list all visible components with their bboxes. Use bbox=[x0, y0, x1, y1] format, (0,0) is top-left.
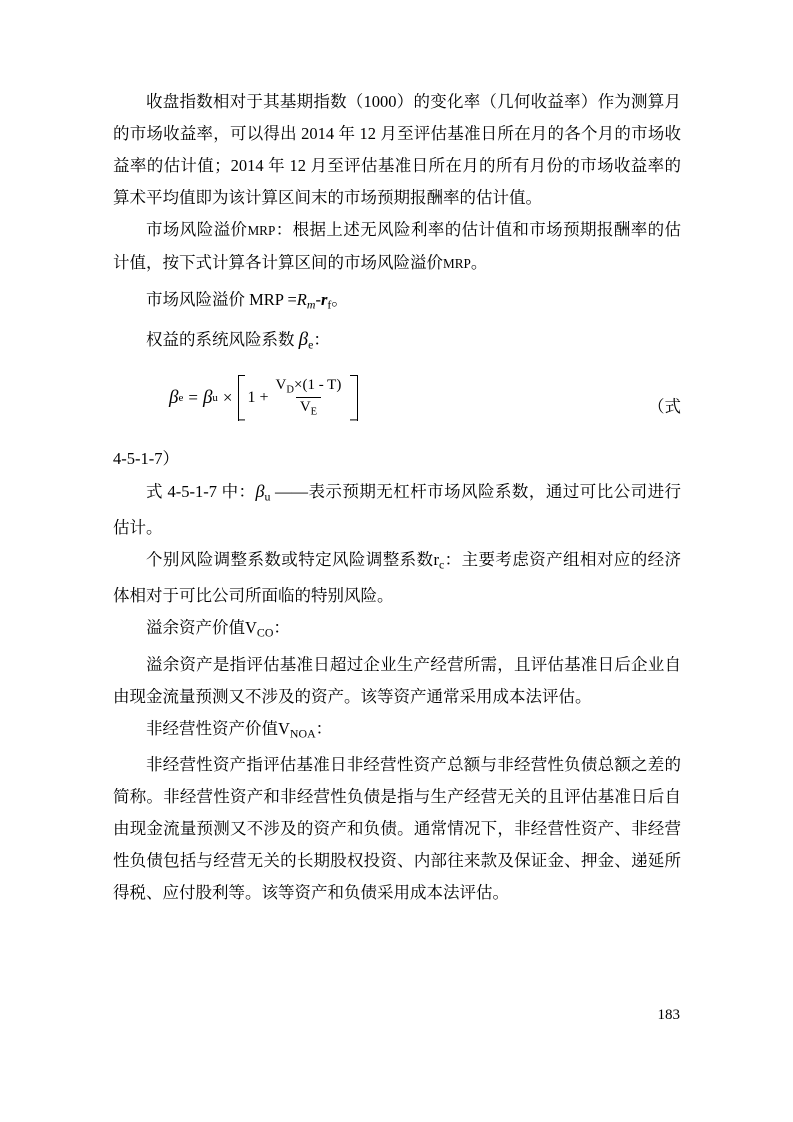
paragraph-vco-body: 溢余资产是指评估基准日超过企业生产经营所需，且评估基准日后企业自由现金流量预测又不涉及的资产。该等资产通常采用成本法评估。 bbox=[113, 654, 681, 706]
beta-e-intro-text: 权益的系统风险系数 bbox=[146, 330, 295, 350]
formula-mrp-minus: - bbox=[315, 290, 321, 309]
equation-beta-e: β bbox=[169, 386, 179, 408]
equation-tag: （式 bbox=[648, 396, 681, 416]
vnoa-symbol: V bbox=[278, 718, 290, 738]
equation-one-plus: 1 + bbox=[247, 388, 269, 406]
bracket-left-icon bbox=[238, 375, 246, 421]
paragraph-rc-explanation bbox=[113, 544, 681, 612]
paragraph-vnoa-body: 非经营性资产指评估基准日非经营性资产总额与非经营性负债总额之差的简称。非经营性资产和非经营性负债是指与生产经营无关的且评估基准日后自由现金流量预测又不涉及的资产和负债。通常情况下，非经营性资产、非经营性负债包括与经营无关的长期股权投资、内部往来款及保证金、押金、递延所得税、应付股利等。该等资产和负债采用成本法评估。 bbox=[113, 754, 681, 902]
beta-e-colon: ： bbox=[313, 330, 330, 350]
rc-symbol-sub: c bbox=[438, 557, 445, 572]
equation-beta-u-sub: u bbox=[212, 391, 218, 404]
equation-body bbox=[169, 375, 358, 421]
bracket-right-icon bbox=[350, 375, 358, 421]
vnoa-colon: ： bbox=[315, 718, 333, 738]
page-content bbox=[113, 86, 681, 909]
beta-u-intro: 式 4-5-1-7 中： bbox=[146, 481, 256, 501]
numerator-vd: V bbox=[275, 377, 287, 394]
formula-mrp-tail: 。 bbox=[331, 290, 348, 309]
beta-u-description: ——表示预期无杠杆市场风险系数，通过可比公司进行估计。 bbox=[113, 481, 682, 537]
paragraph-market-return: 收盘指数相对于其基期指数（1000）的变化率（几何收益率）作为测算月的市场收益率，可以得出 2014 年 12 月至评估基准日所在月的各个月的市场收益率的估计值；2014 年 12 月至评估基准日所在月的所有月份的市场收益率的算术平均值即为该计算区间末的市场预期报酬率的估计值。 bbox=[113, 92, 681, 207]
mrp-body-text: ：根据上述无风险利率的估计值和市场预期报酬率的估计值，按下式计算各计算区间的市场风险溢价 bbox=[113, 220, 682, 272]
equation-times: × bbox=[222, 387, 233, 407]
mrp-abbrev-1: MRP bbox=[247, 223, 276, 238]
numerator-paren: (1 - T) bbox=[302, 377, 342, 394]
beta-u-symbol: β bbox=[255, 480, 265, 501]
vnoa-intro: 非经营性资产价值 bbox=[146, 718, 278, 738]
beta-u-symbol-sub: u bbox=[264, 488, 271, 503]
mrp-head-label: 市场风险溢价 bbox=[146, 220, 248, 239]
vco-intro: 溢余资产价值 bbox=[146, 618, 245, 638]
formula-mrp-head: 市场风险溢价 MRP = bbox=[146, 290, 297, 309]
vco-colon: ： bbox=[273, 618, 290, 638]
paragraph-beta-e-intro bbox=[113, 324, 681, 360]
fraction-numerator bbox=[272, 377, 346, 397]
beta-symbol: β bbox=[298, 329, 309, 351]
paragraph-equation-number: 4-5-1-7） bbox=[113, 448, 179, 468]
formula-mrp-rm-sub: m bbox=[306, 297, 316, 312]
rc-intro: 个别风险调整系数或特定风险调整系数 bbox=[146, 549, 434, 569]
equation-beta-e-sub: e bbox=[178, 391, 184, 404]
paragraph-vco-heading bbox=[113, 612, 681, 648]
numerator-vd-sub: D bbox=[286, 385, 294, 397]
paragraph-mrp-definition bbox=[113, 214, 681, 280]
rc-description: ：主要考虑资产组相对应的经济体相对于可比公司所面临的特别风险。 bbox=[113, 549, 682, 606]
mrp-abbrev-2: MRP bbox=[443, 256, 471, 271]
page-number: 183 bbox=[657, 1007, 680, 1023]
fraction-denominator bbox=[296, 397, 321, 418]
equation-equals: = bbox=[188, 387, 198, 407]
numerator-times: × bbox=[293, 377, 303, 394]
formula-mrp-rf-sub: f bbox=[327, 297, 332, 312]
formula-mrp bbox=[113, 284, 681, 320]
beta-e-subscript: e bbox=[308, 337, 314, 352]
paragraph-vnoa-heading bbox=[113, 713, 681, 749]
vnoa-symbol-sub: NOA bbox=[289, 725, 316, 740]
paragraph-beta-u-explanation bbox=[113, 475, 681, 544]
equation-beta-levered bbox=[113, 367, 681, 441]
rc-symbol: r bbox=[433, 549, 439, 569]
denominator-ve-sub: E bbox=[310, 406, 318, 418]
equation-beta-u: β bbox=[202, 386, 213, 408]
mrp-tail-punct: 。 bbox=[470, 253, 488, 272]
vco-symbol: V bbox=[245, 618, 257, 638]
vco-symbol-sub: CO bbox=[256, 625, 274, 640]
denominator-ve: V bbox=[299, 399, 311, 416]
formula-mrp-rf: r bbox=[320, 290, 328, 309]
equation-fraction bbox=[272, 377, 346, 417]
formula-mrp-rm: R bbox=[296, 290, 307, 309]
